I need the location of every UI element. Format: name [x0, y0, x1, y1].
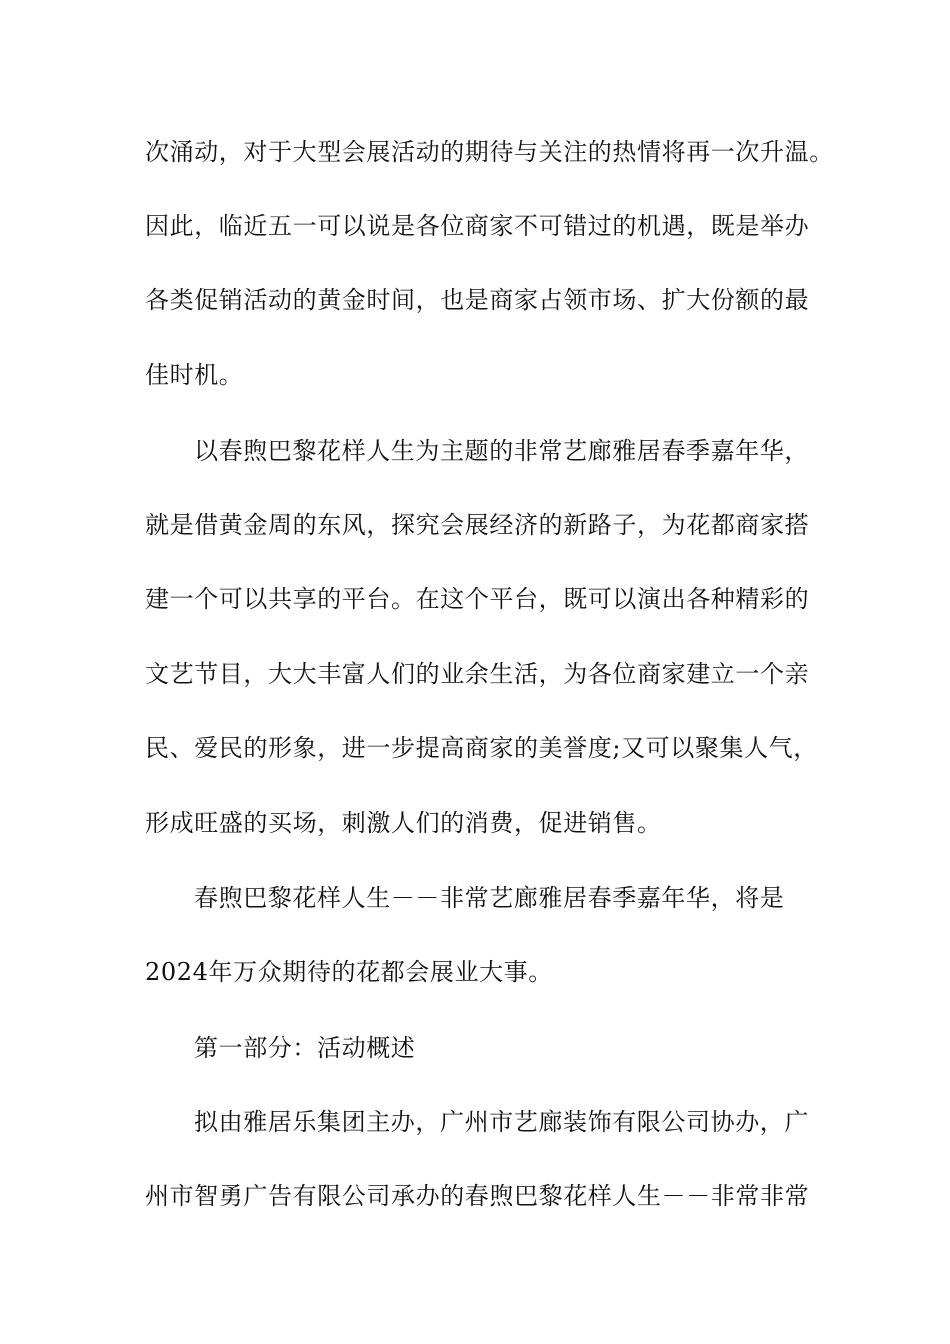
text-line: 形成旺盛的买场，刺激人们的消费，促进销售。	[145, 809, 662, 837]
text-line: 就是借黄金周的东风，探究会展经济的新路子，为花都商家搭	[145, 511, 810, 539]
text-line: 佳时机。	[145, 361, 244, 389]
text-line: 建一个可以共享的平台。在这个平台，既可以演出各种精彩的	[145, 585, 810, 613]
text-line: 次涌动，对于大型会展活动的期待与关注的热情将再一次升温。	[145, 138, 834, 166]
text-line: 州市智勇广告有限公司承办的春煦巴黎花样人生－－非常非常	[145, 1182, 810, 1210]
text-line: 因此，临近五一可以说是各位商家不可错过的机遇，既是举办	[145, 212, 810, 240]
section-heading: 第一部分：活动概述	[194, 1034, 416, 1062]
text-line: 拟由雅居乐集团主办，广州市艺廊装饰有限公司协办，广	[194, 1108, 809, 1136]
text-line: 以春煦巴黎花样人生为主题的非常艺廊雅居春季嘉年华，	[194, 437, 809, 465]
text-line: 民、爱民的形象，进一步提高商家的美誉度;又可以聚集人气，	[145, 734, 818, 762]
text-line: 文艺节目，大大丰富人们的业余生活，为各位商家建立一个亲	[145, 660, 810, 688]
text-line: 春煦巴黎花样人生－－非常艺廊雅居春季嘉年华，将是	[194, 884, 785, 912]
text-line: 2024年万众期待的花都会展业大事。	[145, 958, 553, 986]
text-line: 各类促销活动的黄金时间，也是商家占领市场、扩大份额的最	[145, 286, 810, 314]
